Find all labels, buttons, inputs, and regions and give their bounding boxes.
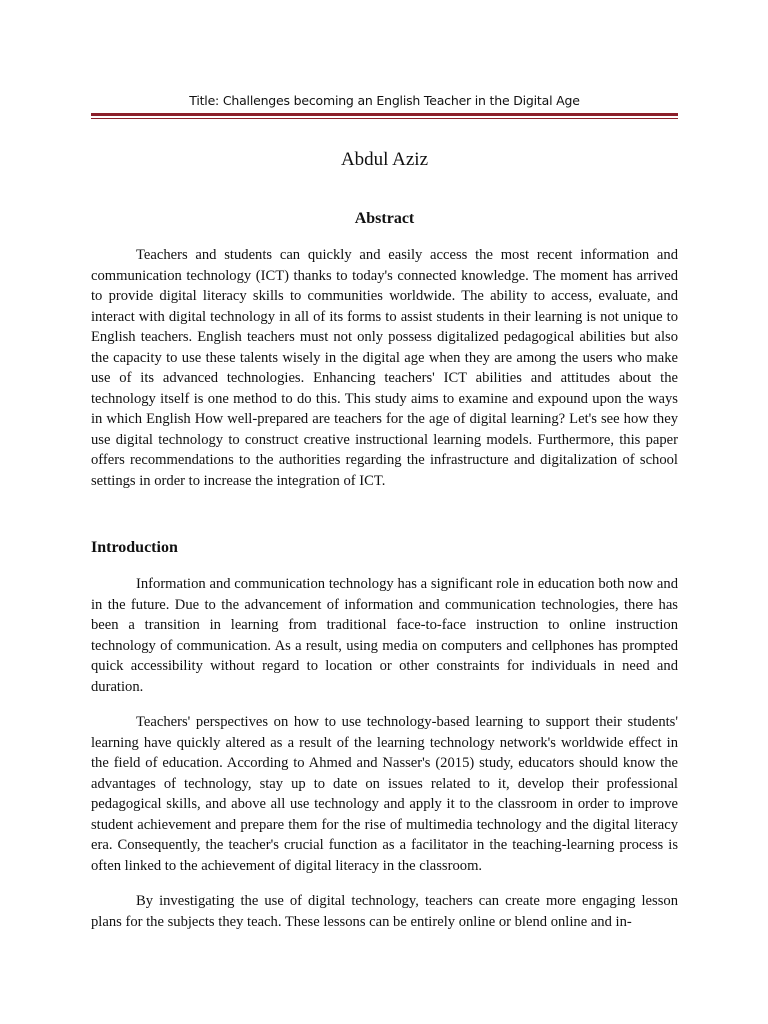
header-rule-thick [91,113,678,116]
introduction-paragraph-2: Teachers' perspectives on how to use technology-based learning to support their students' learning have quickly altered as a result of the learning technology network's worldwide effect in the field of education. According to Ahmed and Nasser's (2015) study, educators should know the advantages of technology, stay up to date on issues related to it, develop their professional pedagogical skills, and above all use technology and apply it to the classroom in order to improve student achievement and prepare them for the rise of multimedia technology and the digital literacy era. Consequently, the teacher's crucial function as a facilitator in the teaching-learning process is often linked to the achievement of digital literacy in the classroom. [91,714,678,874]
introduction-paragraph-3: By investigating the use of digital technology, teachers can create more engaging lesson plans for the subjects they teach. These lessons can be entirely online or blend online and in- [91,893,678,930]
introduction-paragraph-1: Information and communication technology has a significant role in education both now and in the future. Due to the advancement of information and communication technologies, there has been a transition in learning from traditional face-to-face instruction to online instruction technology of communication. As a result, using media on computers and cellphones has prompted quick accessibility without regard to location or other constraints for individuals in need and duration. [91,576,678,695]
abstract-heading: Abstract [354,210,415,227]
running-header-title: Title: Challenges becoming an English Teacher in the Digital Age [189,93,580,108]
header-rule-thin [91,118,678,119]
author-name: Abdul Aziz [340,149,429,170]
abstract-paragraph: Teachers and students can quickly and easily access the most recent information and communication technology (ICT) thanks to today's connected knowledge. The moment has arrived to provide digital literacy skills to communities worldwide. The ability to access, evaluate, and interact with digital technology in all of its forms to assist students in their learning is not unique to English teachers. English teachers must not only possess digitalized pedagogical abilities but also the capacity to use these talents wisely in the digital age when they are among the users who make use of its advanced technologies. Enhancing teachers' ICT abilities and attitudes about the technology itself is one method to do this. This study aims to examine and expound upon the ways in which English How well-prepared are teachers for the age of digital learning? Let's see how they use digital technology to construct creative instructional learning models. Furthermore, this paper offers recommendations to the authorities regarding the infrastructure and digitalization of school settings in order to increase the integration of ICT. [91,247,678,489]
introduction-heading: Introduction [91,539,178,556]
